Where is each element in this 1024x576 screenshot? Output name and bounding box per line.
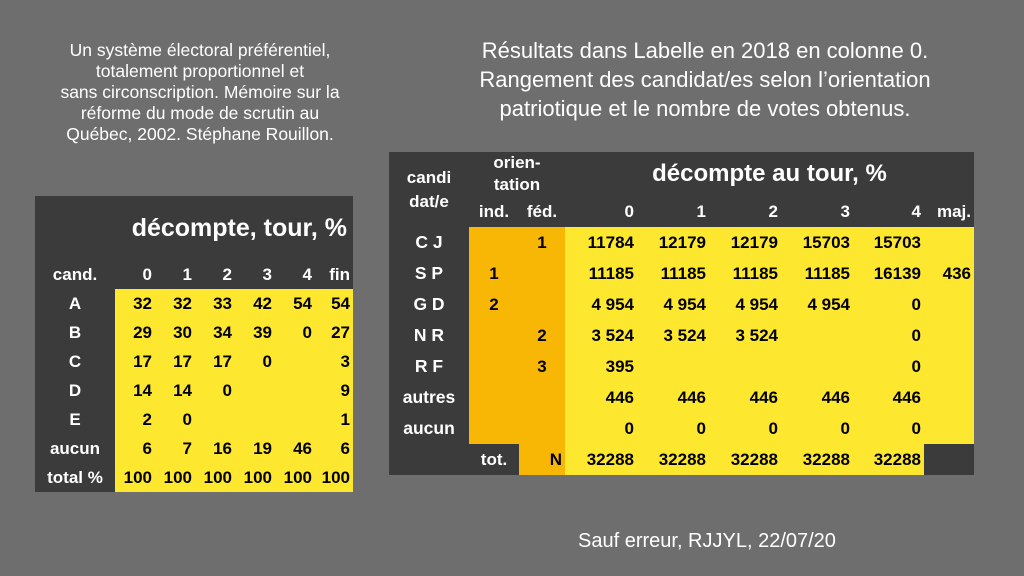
table-cell: 54	[275, 289, 315, 318]
candidate-label: S P	[389, 258, 469, 289]
table-row	[35, 376, 353, 405]
table-cell: 32	[155, 289, 195, 318]
table-cell	[469, 227, 519, 258]
table-cell: 1	[315, 405, 353, 434]
table-cell	[469, 382, 519, 413]
table-cell: 446	[565, 382, 637, 413]
left-caption-line: réforme du mode de scrutin au	[80, 103, 320, 123]
left-table-header-cell: 1	[155, 260, 195, 289]
candidate-label: G D	[389, 289, 469, 320]
table-cell: 0	[275, 318, 315, 347]
table-cell: 0	[565, 413, 637, 444]
table-cell: 0	[709, 413, 781, 444]
table-cell	[235, 376, 275, 405]
table-cell	[519, 289, 565, 320]
table-cell: 54	[315, 289, 353, 318]
table-cell: 446	[709, 382, 781, 413]
table-cell: 100	[275, 463, 315, 492]
table-cell: 14	[115, 376, 155, 405]
table-row	[389, 413, 974, 444]
left-table-header-cell: cand.	[35, 260, 115, 289]
orientation-header	[469, 152, 565, 196]
table-cell: 11185	[637, 258, 709, 289]
table-cell: 0	[853, 289, 924, 320]
table-cell: 3 524	[565, 320, 637, 351]
left-table-corner	[35, 196, 115, 260]
table-cell: 32288	[565, 444, 637, 475]
table-cell: tot.	[469, 444, 519, 475]
table-cell	[709, 351, 781, 382]
orientation-header-line: orien-	[493, 153, 541, 172]
footer-credit: Sauf erreur, RJJYL, 22/07/20	[578, 530, 836, 552]
table-row	[389, 444, 974, 475]
table-cell	[924, 444, 974, 475]
table-cell: 34	[195, 318, 235, 347]
candidate-label: total %	[35, 463, 115, 492]
right-results-table	[389, 152, 974, 475]
candidate-label: aucun	[389, 413, 469, 444]
left-table-header-cell: 4	[275, 260, 315, 289]
table-cell	[781, 320, 853, 351]
table-cell: 3	[519, 351, 565, 382]
table-row	[389, 227, 974, 258]
table-row	[389, 289, 974, 320]
right-table-header-cell: maj.	[924, 196, 974, 227]
table-row	[389, 258, 974, 289]
table-cell	[275, 405, 315, 434]
table-cell: 100	[115, 463, 155, 492]
table-cell: 4 954	[565, 289, 637, 320]
table-cell	[469, 413, 519, 444]
table-cell: 42	[235, 289, 275, 318]
table-cell: 436	[924, 258, 974, 289]
table-cell: 0	[853, 320, 924, 351]
table-cell: 32288	[853, 444, 924, 475]
right-caption-line: Résultats dans Labelle en 2018 en colonne 0.	[481, 38, 929, 63]
table-row	[389, 320, 974, 351]
table-cell: 46	[275, 434, 315, 463]
right-table-header-cell: ind.	[469, 196, 519, 227]
table-cell	[924, 382, 974, 413]
table-cell	[924, 413, 974, 444]
candidate-header-line: candi	[406, 167, 452, 187]
table-cell: 0	[781, 413, 853, 444]
table-row	[389, 351, 974, 382]
table-cell: N	[519, 444, 565, 475]
table-cell: 446	[781, 382, 853, 413]
table-cell: 7	[155, 434, 195, 463]
table-cell: 3	[315, 347, 353, 376]
table-cell: 30	[155, 318, 195, 347]
table-cell	[637, 351, 709, 382]
candidate-label: C J	[389, 227, 469, 258]
table-cell: 11784	[565, 227, 637, 258]
table-cell: 6	[115, 434, 155, 463]
table-cell: 32288	[709, 444, 781, 475]
left-table-header-cell: 2	[195, 260, 235, 289]
table-cell: 1	[469, 258, 519, 289]
table-cell: 12179	[637, 227, 709, 258]
candidate-label: B	[35, 318, 115, 347]
table-cell: 33	[195, 289, 235, 318]
table-cell: 6	[315, 434, 353, 463]
table-cell	[275, 347, 315, 376]
table-cell: 17	[195, 347, 235, 376]
table-cell: 3 524	[709, 320, 781, 351]
left-table-header-cell: 3	[235, 260, 275, 289]
table-row	[35, 434, 353, 463]
left-caption	[10, 40, 390, 145]
table-row	[389, 382, 974, 413]
table-cell: 1	[519, 227, 565, 258]
table-cell: 19	[235, 434, 275, 463]
table-cell: 17	[115, 347, 155, 376]
table-cell	[275, 376, 315, 405]
table-cell: 2	[469, 289, 519, 320]
right-table-header-cell: 4	[853, 196, 924, 227]
left-caption-line: Québec, 2002. Stéphane Rouillon.	[66, 124, 334, 144]
table-cell: 15703	[781, 227, 853, 258]
table-cell: 11185	[709, 258, 781, 289]
table-cell: 100	[315, 463, 353, 492]
table-cell	[469, 351, 519, 382]
table-cell: 2	[519, 320, 565, 351]
table-row	[35, 318, 353, 347]
right-table-header-cell: 3	[781, 196, 853, 227]
candidate-label: autres	[389, 382, 469, 413]
table-cell	[924, 227, 974, 258]
table-row	[35, 463, 353, 492]
right-caption	[395, 36, 1015, 123]
table-cell	[519, 258, 565, 289]
table-cell: 32	[115, 289, 155, 318]
table-cell: 12179	[709, 227, 781, 258]
candidate-header	[389, 152, 469, 227]
left-table-header-cell: 0	[115, 260, 155, 289]
left-results-table	[35, 196, 353, 492]
table-cell: 27	[315, 318, 353, 347]
table-cell: 16139	[853, 258, 924, 289]
table-cell	[924, 289, 974, 320]
right-table-header-cell: 0	[565, 196, 637, 227]
candidate-label: C	[35, 347, 115, 376]
table-cell: 100	[235, 463, 275, 492]
candidate-label: A	[35, 289, 115, 318]
right-caption-line: patriotique et le nombre de votes obtenus.	[499, 96, 911, 121]
table-cell: 39	[235, 318, 275, 347]
table-cell: 446	[637, 382, 709, 413]
right-table-header-cell: féd.	[519, 196, 565, 227]
table-cell: 0	[155, 405, 195, 434]
table-cell	[469, 320, 519, 351]
candidate-label: D	[35, 376, 115, 405]
right-table-header-cell: 2	[709, 196, 781, 227]
candidate-label: R F	[389, 351, 469, 382]
table-cell: 11185	[565, 258, 637, 289]
table-cell: 0	[637, 413, 709, 444]
right-table-title: décompte au tour, %	[565, 152, 974, 196]
orientation-header-line: tation	[493, 175, 541, 194]
table-cell: 4 954	[637, 289, 709, 320]
table-cell: 14	[155, 376, 195, 405]
table-cell: 3 524	[637, 320, 709, 351]
table-row	[35, 289, 353, 318]
table-cell	[924, 351, 974, 382]
table-cell: 29	[115, 318, 155, 347]
table-cell: 395	[565, 351, 637, 382]
table-cell: 32288	[781, 444, 853, 475]
candidate-header-line: dat/e	[409, 191, 449, 211]
table-cell: 0	[195, 376, 235, 405]
table-cell: 17	[155, 347, 195, 376]
right-caption-line: Rangement des candidat/es selon l’orientation	[479, 67, 931, 92]
left-caption-line: totalement proportionnel et	[95, 61, 305, 81]
table-row	[35, 405, 353, 434]
table-cell	[235, 405, 275, 434]
table-cell: 4 954	[709, 289, 781, 320]
table-cell: 0	[853, 413, 924, 444]
table-row	[35, 347, 353, 376]
table-cell: 100	[155, 463, 195, 492]
candidate-label	[389, 444, 469, 475]
table-cell: 11185	[781, 258, 853, 289]
table-cell: 15703	[853, 227, 924, 258]
table-cell: 2	[115, 405, 155, 434]
left-table-header-cell: fin	[315, 260, 353, 289]
candidate-label: E	[35, 405, 115, 434]
table-cell	[924, 320, 974, 351]
table-cell: 100	[195, 463, 235, 492]
candidate-label: aucun	[35, 434, 115, 463]
table-cell: 4 954	[781, 289, 853, 320]
table-cell	[519, 382, 565, 413]
candidate-label: N R	[389, 320, 469, 351]
table-cell: 32288	[637, 444, 709, 475]
left-table-title: décompte, tour, %	[115, 196, 353, 260]
left-caption-line: Un système électoral préférentiel,	[69, 40, 331, 60]
table-cell: 0	[853, 351, 924, 382]
table-cell	[195, 405, 235, 434]
table-cell	[519, 413, 565, 444]
table-cell: 0	[235, 347, 275, 376]
table-cell: 16	[195, 434, 235, 463]
table-cell	[781, 351, 853, 382]
table-cell: 446	[853, 382, 924, 413]
right-table-header-cell: 1	[637, 196, 709, 227]
left-caption-line: sans circonscription. Mémoire sur la	[60, 82, 340, 102]
table-cell: 9	[315, 376, 353, 405]
